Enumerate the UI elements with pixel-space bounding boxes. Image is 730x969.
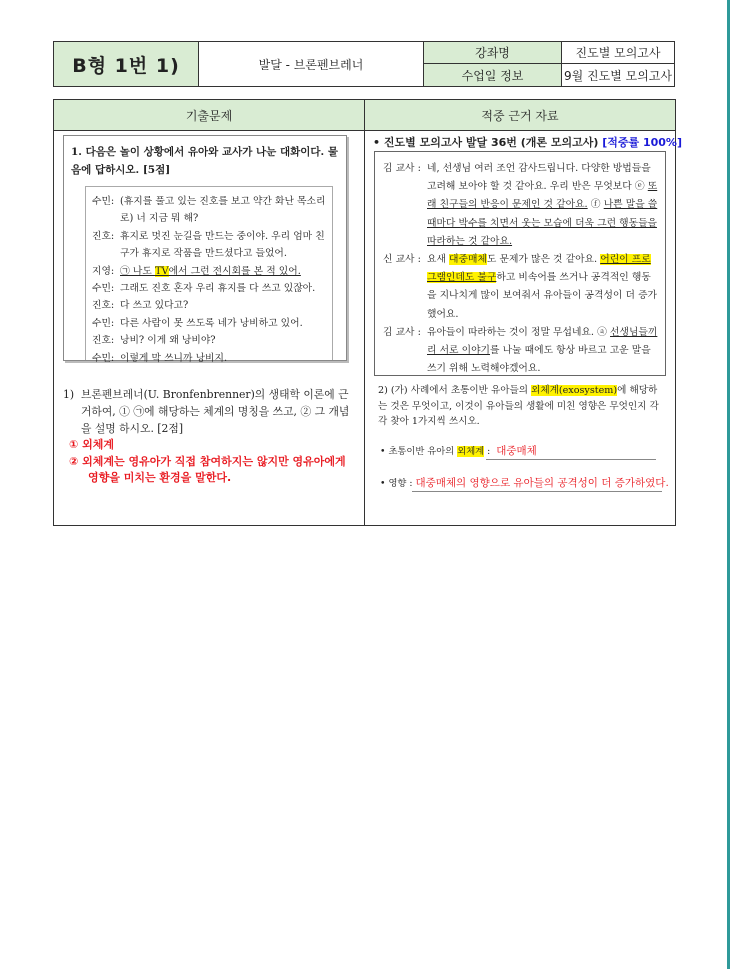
dialogue-line: 진호: 다 쓰고 있다고? (92, 300, 189, 312)
fill-exosystem: • 초통이반 유아의 외체계 : 대중매체 (380, 445, 537, 457)
sub-question-number: 1) (63, 388, 75, 401)
sub-question (63, 386, 355, 437)
dialogue-line: 수민: 이렇게 막 쓰니까 낭비지. (92, 352, 228, 364)
answer-underline (486, 459, 656, 460)
column-divider (364, 100, 365, 525)
highlight-mass-media: 대중매체 (449, 254, 487, 266)
evidence-passage-box (374, 151, 666, 376)
answer-2-line-1: ② 외체계는 영유아가 직접 참여하지는 않지만 영유아에게 (69, 455, 346, 468)
course-key: 강좌명 (424, 42, 562, 64)
answer-2-line-2: 영향을 미치는 환경을 말한다. (88, 471, 232, 484)
evidence-title: • 진도별 모의고사 발달 36번 (개론 모의고사) [적중률 100%] (373, 136, 682, 149)
highlight-kids-program: 어린이 프로그램인데도 불구 (427, 254, 651, 284)
exam-question-box (63, 135, 347, 364)
sub-question-text: 브론펜브레너(U. Bronfenbrenner)의 생태학 이론에 근거하여, ① ㉠에 해당하는 체계의 명칭을 쓰고, ② 그 개념을 설명 하시오. [2점] (81, 388, 350, 435)
fill-exosystem-answer: 대중매체 (496, 445, 537, 457)
highlight-tv: TV (154, 265, 169, 277)
answer-1: ① 외체계 (69, 438, 115, 451)
dialogue-line: 수민: (휴지를 풀고 있는 진호를 보고 약간 화난 목소리로) 너 지금 뭐 해? (92, 196, 326, 225)
evidence-paragraph: 신 교사 : 요새 대중매체도 문제가 많은 것 같아요. 어린이 프로그램인데도 불구하고 비속어를 쓰거나 공격적인 행동을 지나치게 많이 보여줘서 유아들이 공격성이 더 증가했어요. (383, 254, 658, 320)
header-table (53, 41, 675, 87)
evidence-question: 2) (가) 사례에서 초통이반 유아들의 외체계(exosystem)에 해당하는 것은 무엇이고, 이것이 유아들의 생활에 미친 영향은 무엇인지 각각 찾아 1가지씩 쓰시오. (378, 385, 659, 428)
hit-rate-badge: [적중률 100%] (602, 136, 682, 149)
subject-label: 발달 - 브론펜브레너 (199, 42, 424, 86)
class-info-value: 9월 진도별 모의고사 (563, 68, 672, 83)
course-value: 진도별 모의고사 (562, 42, 674, 64)
dialogue-line: 진호: 휴지로 멋진 눈길을 만드는 중이야. 우리 엄마 친구가 휴지로 작품을 만드셨다고 들었어. (92, 230, 325, 260)
evidence-paragraph: 김 교사 : 유아들이 따라하는 것이 정말 무섭네요. ⓐ 선생님들끼리 서로 이야기를 나눌 때에도 항상 바르고 고운 말을 쓰기 위해 노력해야겠어요. (383, 326, 658, 375)
fill-effect-answer: 대중매체의 영향으로 유아들의 공격성이 더 증가하였다. (415, 477, 669, 489)
dialogue-line: 수민: 다른 사람이 못 쓰도록 네가 낭비하고 있어. (92, 317, 303, 329)
right-column-header: 적중 근거 자료 (481, 108, 559, 123)
evidence-paragraph: 김 교사 : 네, 선생님 여러 조언 감사드립니다. 다양한 방법들을 고려해 보아야 할 것 같아요. 우리 반은 무엇보다 ⓔ 또래 친구들의 반응이 문제인 것 같아요. ⓕ 나쁜 말을 쓸 때마다 박수를 치면서 웃는 모습에 더욱 그런 행동들을 따라하는 것 같아요. (383, 163, 658, 247)
dialogue-line: 진호: 낭비? 이게 왜 낭비야? (92, 335, 216, 347)
answer-underline (412, 491, 662, 492)
class-info-key: 수업일 정보 (424, 64, 562, 86)
question-intro: 1. 다음은 놀이 상황에서 유아와 교사가 나눈 대화이다. 물음에 답하시오. [5점] (71, 146, 339, 176)
question-title: B형 1번 1) (54, 42, 199, 86)
dialogue-line: 지영: ㉠ 나도 TV에서 그런 전시회를 본 적 있어. (92, 265, 301, 277)
dialogue-line: 수민: 그래도 진호 혼자 우리 휴지를 다 쓰고 있잖아. (92, 283, 316, 295)
highlight-exosystem: 외체계(exosystem) (531, 385, 618, 396)
dialogue-box (85, 186, 333, 364)
left-column-header: 기출문제 (185, 108, 233, 123)
fill-effect: • 영향 : 대중매체의 영향으로 유아들의 공격성이 더 증가하였다. (380, 477, 669, 489)
